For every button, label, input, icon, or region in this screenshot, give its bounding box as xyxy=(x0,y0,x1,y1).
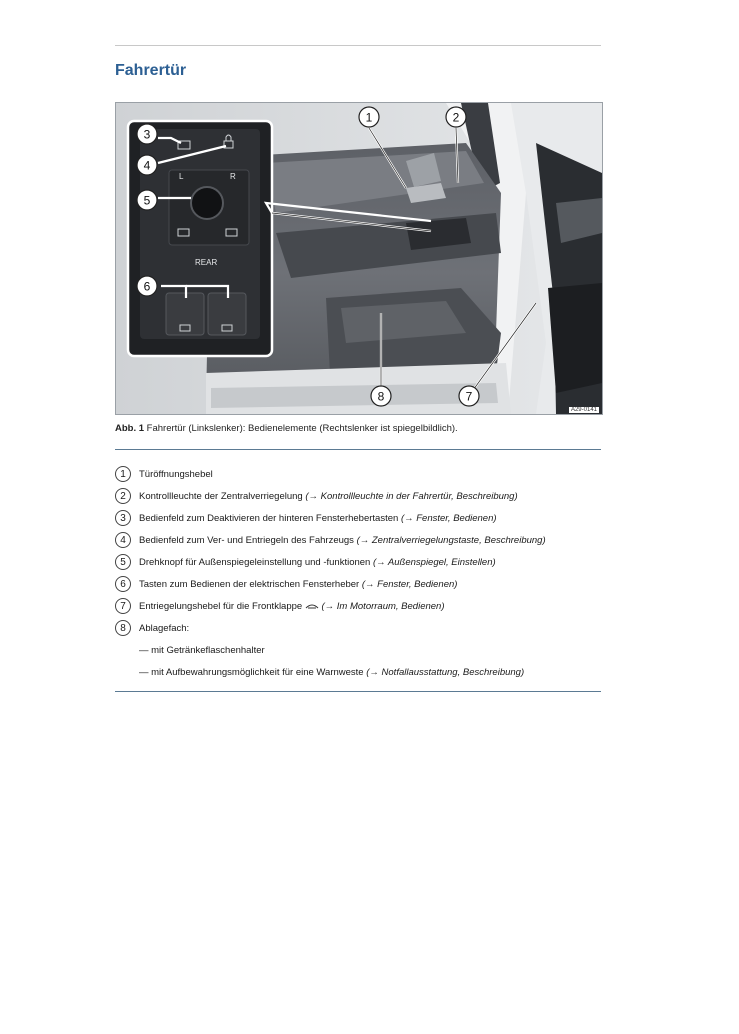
legend-text: Kontrollleuchte der Zentralverriegelung xyxy=(139,491,303,502)
legend-reference-link[interactable]: (→ Kontrollleuchte in der Fahrertür, Beschreibung) xyxy=(305,491,518,502)
callout-2 xyxy=(446,107,466,127)
legend-number: 6 xyxy=(115,576,131,592)
callout-8 xyxy=(371,386,391,406)
panel-label-r: R xyxy=(230,172,236,181)
legend-item xyxy=(115,487,605,509)
sublist-item xyxy=(115,641,605,663)
legend-number: 3 xyxy=(115,510,131,526)
callout-4 xyxy=(137,155,157,175)
caption-label: Abb. 1 xyxy=(115,423,145,434)
legend-reference-link[interactable]: (→ Fenster, Bedienen) xyxy=(400,513,497,524)
door-photo xyxy=(116,103,602,414)
callout-3 xyxy=(137,124,157,144)
legend-number: 5 xyxy=(115,554,131,570)
legend-reference-link[interactable]: (→ Zentralverriegelungstaste, Beschreibung) xyxy=(356,535,546,546)
callout-6 xyxy=(137,276,157,296)
legend-text: Bedienfeld zum Ver- und Entriegeln des Fahrzeugs xyxy=(139,535,354,546)
legend-item xyxy=(115,509,605,531)
legend-text: Türöffnungshebel xyxy=(139,469,213,480)
legend-text: Drehknopf für Außenspiegeleinstellung und -funktionen xyxy=(139,557,371,568)
svg-text:3: 3 xyxy=(143,127,151,142)
legend-number: 7 xyxy=(115,598,131,614)
bottom-rule xyxy=(115,691,601,692)
legend-text: Entriegelungshebel für die Frontklappe xyxy=(139,601,303,612)
legend-item xyxy=(115,465,605,487)
legend-item xyxy=(115,575,605,597)
legend-reference-link[interactable]: (→ Fenster, Bedienen) xyxy=(361,579,458,590)
legend-number: 4 xyxy=(115,532,131,548)
legend-item xyxy=(115,531,605,553)
legend-text: Tasten zum Bedienen der elektrischen Fensterheber xyxy=(139,579,360,590)
svg-text:8: 8 xyxy=(377,389,385,404)
legend-text: Bedienfeld zum Deaktivieren der hinteren Fensterhebertasten xyxy=(139,513,399,524)
legend-number: 8 xyxy=(115,620,131,636)
legend-text: Ablagefach: xyxy=(139,623,190,634)
caption-text: Fahrertür (Linkslenker): Bedienelemente (Rechtslenker ist spiegelbildlich). xyxy=(146,423,458,434)
sublist-reference-link[interactable]: (→ Notfallausstattung, Beschreibung) xyxy=(366,667,525,678)
callout-5 xyxy=(137,190,157,210)
hood-icon xyxy=(305,602,319,610)
legend-reference-link[interactable]: (→ Außenspiegel, Einstellen) xyxy=(372,557,496,568)
svg-text:4: 4 xyxy=(143,158,151,173)
svg-text:6: 6 xyxy=(143,279,151,294)
figure-code: A29-0141 xyxy=(570,407,597,413)
callout-7 xyxy=(459,386,479,406)
sublist-text: — mit Aufbewahrungsmöglichkeit für eine Warnweste xyxy=(139,667,364,678)
panel-label-rear: REAR xyxy=(195,258,218,267)
divider xyxy=(115,449,601,450)
sublist-text: — mit Getränkeflaschenhalter xyxy=(139,645,265,656)
svg-text:7: 7 xyxy=(465,389,473,404)
legend-number: 1 xyxy=(115,466,131,482)
svg-text:2: 2 xyxy=(452,110,460,125)
legend-item xyxy=(115,553,605,575)
callout-1 xyxy=(359,107,379,127)
top-rule xyxy=(115,45,601,46)
figure-caption xyxy=(115,423,458,434)
svg-text:5: 5 xyxy=(143,193,151,208)
panel-label-l: L xyxy=(179,172,184,181)
legend-list xyxy=(115,465,605,685)
legend-item xyxy=(115,597,605,619)
legend-reference-link[interactable]: (→ Im Motorraum, Bedienen) xyxy=(321,601,445,612)
svg-text:1: 1 xyxy=(365,110,373,125)
page-title: Fahrertür xyxy=(115,62,187,79)
legend-item xyxy=(115,619,605,641)
door-illustration xyxy=(115,102,603,415)
sublist-item xyxy=(115,663,605,685)
legend-number: 2 xyxy=(115,488,131,504)
